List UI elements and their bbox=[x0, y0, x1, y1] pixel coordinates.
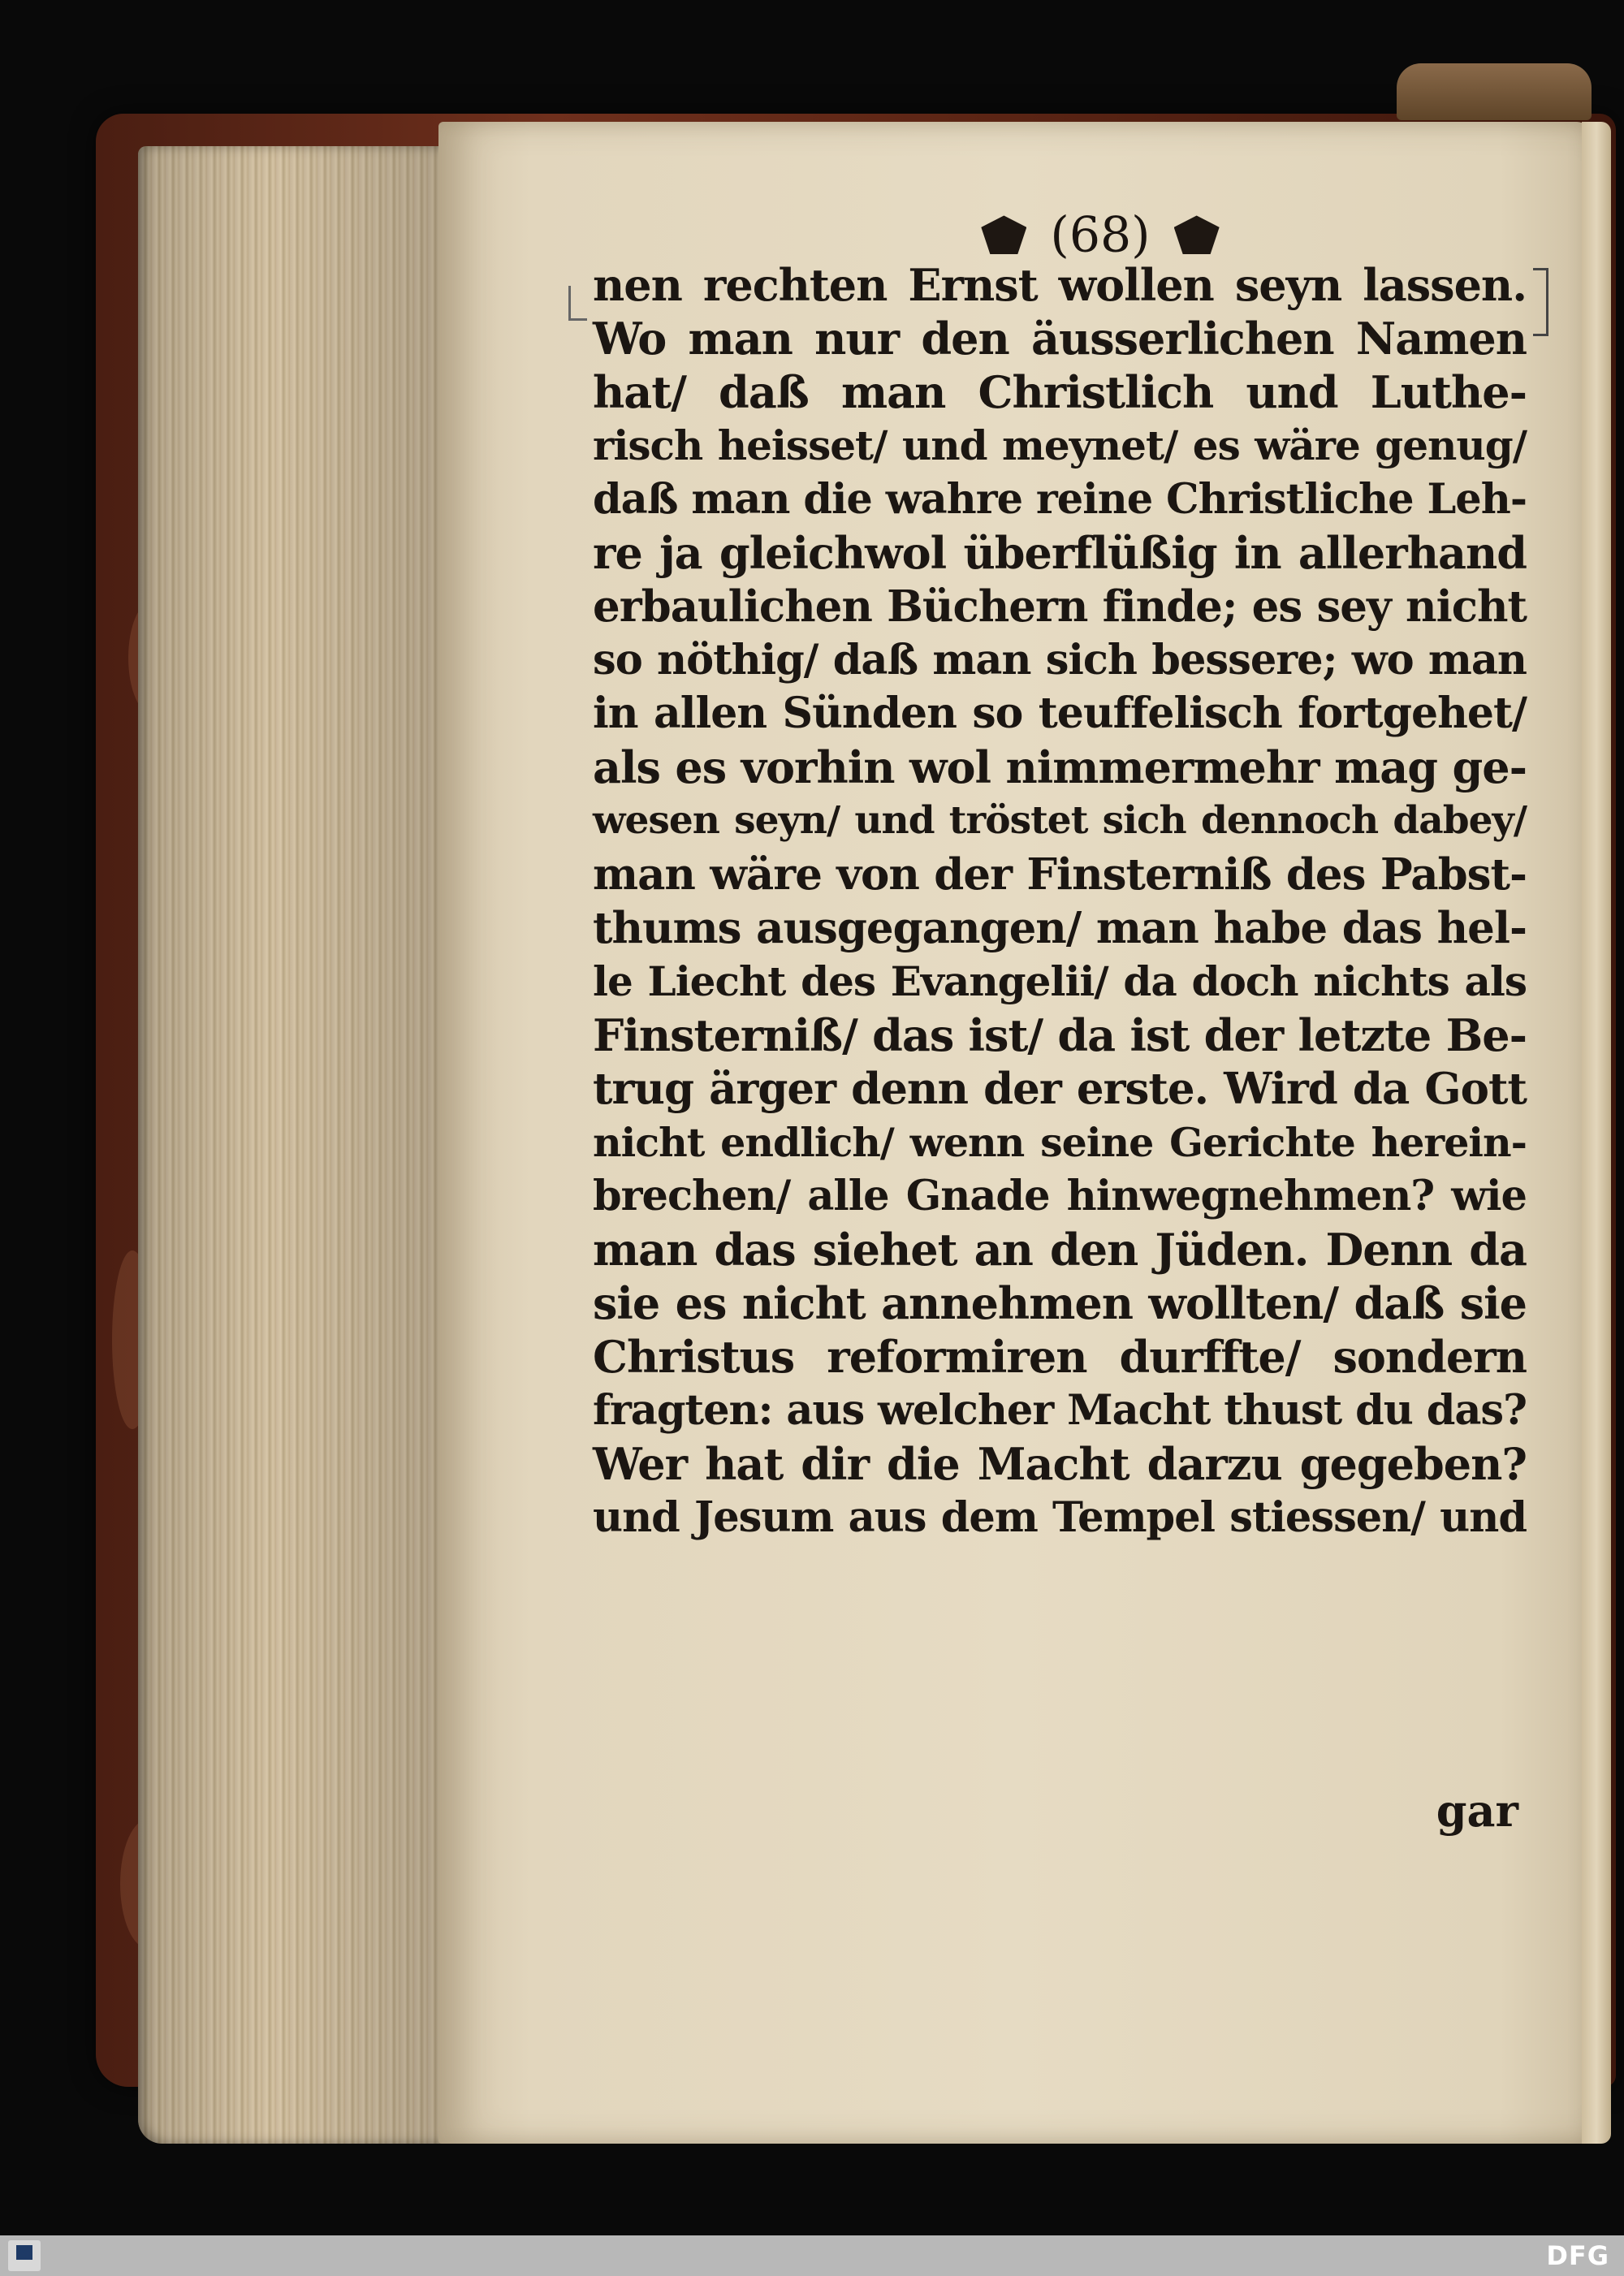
catchword: gar bbox=[1436, 1785, 1518, 1837]
text-line: erbaulichen Büchern finde; es sey nicht bbox=[593, 581, 1527, 632]
text-line: brechen/ alle Gnade hinwegnehmen? wie bbox=[593, 1172, 1527, 1220]
text-line: man das siehet an den Jüden. Denn da bbox=[593, 1224, 1527, 1276]
text-line: le Liecht des Evangelii/ da doch nichts als bbox=[593, 957, 1527, 1005]
text-line: so nöthig/ daß man sich bessere; wo man bbox=[593, 636, 1527, 685]
library-logo-mark-icon bbox=[16, 2245, 32, 2260]
book-tab bbox=[1397, 63, 1592, 120]
ornament-left-icon bbox=[981, 215, 1026, 254]
text-line: daß man die wahre reine Christliche Leh- bbox=[593, 475, 1527, 524]
library-logo-icon bbox=[8, 2240, 41, 2271]
text-line: nen rechten Ernst wollen seyn lassen. bbox=[593, 259, 1527, 311]
text-line: Wer hat dir die Macht darzu gegeben? bbox=[593, 1438, 1527, 1490]
text-line: fragten: aus welcher Macht thust du das? bbox=[593, 1386, 1527, 1435]
page-text bbox=[593, 258, 1527, 1544]
page-header bbox=[970, 203, 1230, 263]
text-line: trug ärger denn der erste. Wird da Gott bbox=[593, 1064, 1527, 1114]
text-line: wesen seyn/ und tröstet sich dennoch dabey/ bbox=[593, 798, 1527, 843]
page-number: (68) bbox=[1050, 206, 1151, 264]
text-line: nicht endlich/ wenn seine Gerichte herein- bbox=[593, 1119, 1527, 1166]
text-line: man wäre von der Finsterniß des Pabst- bbox=[593, 849, 1527, 900]
text-line: Christus reformiren durffte/ sondern bbox=[593, 1331, 1527, 1383]
text-line: sie es nicht annehmen wollten/ daß sie bbox=[593, 1277, 1527, 1329]
text-line: und Jesum aus dem Tempel stiessen/ und bbox=[593, 1493, 1527, 1542]
text-line: thums ausgegangen/ man habe das hel- bbox=[593, 903, 1527, 953]
text-line: risch heisset/ und meynet/ es wäre genug/ bbox=[593, 421, 1527, 469]
page-right-edge bbox=[1582, 122, 1611, 2144]
margin-bracket bbox=[1533, 268, 1548, 336]
text-line: re ja gleichwol überflüßig in allerhand bbox=[593, 527, 1527, 579]
footer-bar bbox=[0, 2235, 1624, 2276]
text-line: hat/ daß man Christlich und Luthe- bbox=[593, 366, 1527, 418]
text-line: Finsterniß/ das ist/ da ist der letzte Be- bbox=[593, 1009, 1527, 1061]
ornament-right-icon bbox=[1174, 215, 1220, 254]
margin-mark bbox=[568, 286, 587, 321]
footer-brand: DFG bbox=[1546, 2240, 1609, 2271]
text-line: Wo man nur den äusserlichen Namen bbox=[593, 313, 1527, 365]
page-edges-shade bbox=[138, 146, 471, 2144]
text-line: in allen Sünden so teuffelisch fortgehet/ bbox=[593, 689, 1527, 738]
text-line: als es vorhin wol nimmermehr mag ge- bbox=[593, 741, 1527, 793]
